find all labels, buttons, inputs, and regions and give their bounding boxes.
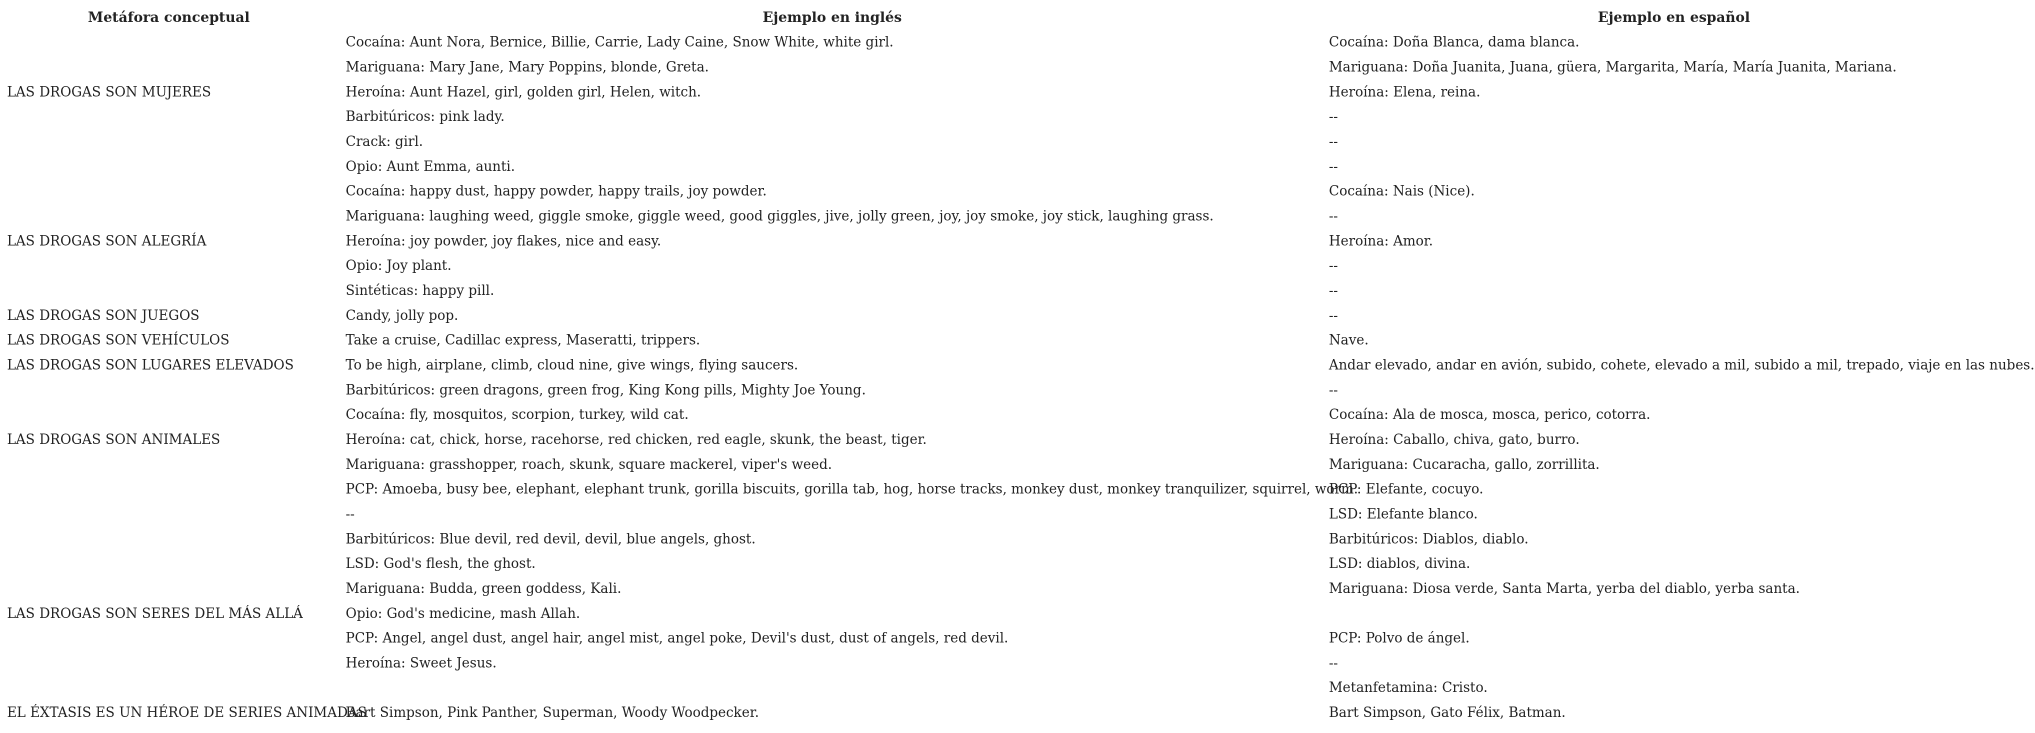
metaphor-cell (0, 278, 338, 303)
metaphor-cell (0, 576, 338, 601)
table-row (0, 551, 2021, 576)
english-example-cell: Heroína: Aunt Hazel, girl, golden girl, Helen, witch. (345, 83, 702, 100)
table-row (0, 353, 2021, 378)
spanish-example-cell: Bart Simpson, Gato Félix, Batman. (1328, 704, 1566, 721)
english-example-cell: To be high, airplane, climb, cloud nine, give wings, flying saucers. (345, 357, 799, 373)
metaphor-cell (0, 154, 338, 179)
table-row (0, 179, 2021, 204)
spanish-example-cell: Andar elevado, andar en avión, subido, cohete, elevado a mil, subido a mil, trepado, viaje en las nubes. (1328, 357, 2035, 373)
table-row (0, 30, 2021, 55)
spanish-example-cell: PCP: Polvo de ángel. (1328, 630, 1470, 647)
metaphor-cell (0, 402, 338, 427)
header-spanish-example: Ejemplo en español (1597, 9, 1751, 26)
spanish-example-cell: -- (1328, 381, 1338, 398)
english-example-cell: Barbitúricos: pink lady. (345, 108, 505, 125)
metaphor-cell (0, 526, 338, 551)
spanish-example-cell: Cocaína: Nais (Nice). (1328, 183, 1475, 200)
english-example-cell: PCP: Amoeba, busy bee, elephant, elephant trunk, gorilla biscuits, gorilla tab, hog, horse tracks, monkey dust, monkey tranquilizer, squirrel, worm. (345, 481, 1359, 498)
metaphor-cell: LAS DROGAS SON JUEGOS (6, 307, 200, 324)
metaphor-cell (0, 104, 338, 129)
english-example-cell: Crack: girl. (345, 133, 424, 150)
table-row (0, 427, 2021, 452)
spanish-example-cell: -- (1328, 307, 1338, 324)
header-english-example: Ejemplo en inglés (762, 9, 902, 26)
spanish-example-cell: Mariguana: Cucaracha, gallo, zorrillita. (1328, 456, 1600, 473)
english-example-cell: Barbitúricos: Blue devil, red devil, devil, blue angels, ghost. (345, 530, 756, 547)
spanish-example-cell: Mariguana: Doña Juanita, Juana, güera, Margarita, María, María Juanita, Mariana. (1328, 59, 1897, 75)
table-row (0, 79, 2021, 104)
metaphor-cell (0, 204, 338, 229)
metaphor-cell (0, 377, 338, 402)
english-example-cell: Heroína: Sweet Jesus. (345, 654, 497, 671)
table-row (0, 452, 2021, 477)
english-example-cell: Barbitúricos: green dragons, green frog, King Kong pills, Mighty Joe Young. (345, 381, 866, 398)
english-example-cell: Opio: God's medicine, mash Allah. (345, 605, 581, 622)
english-example-cell: Mariguana: Budda, green goddess, Kali. (345, 580, 622, 597)
metaphor-cell (0, 651, 338, 676)
metaphor-cell (0, 477, 338, 502)
metaphor-cell (0, 452, 338, 477)
table-row (0, 402, 2021, 427)
table-row (0, 700, 2021, 725)
english-example-cell: Mariguana: laughing weed, giggle smoke, giggle weed, good giggles, jive, jolly green, joy, joy smoke, joy stick, laughing grass. (345, 208, 1214, 224)
english-example-cell: Cocaína: fly, mosquitos, scorpion, turkey, wild cat. (345, 406, 689, 423)
spanish-example-cell: Heroína: Elena, reina. (1328, 83, 1481, 100)
table-row (0, 303, 2021, 328)
spanish-example-cell: -- (1328, 158, 1338, 175)
metaphor-cell: EL ÉXTASIS ES UN HÉROE DE SERIES ANIMADAS (6, 704, 367, 721)
spanish-example-cell: LSD: diablos, divina. (1328, 555, 1471, 572)
english-example-cell: Bart Simpson, Pink Panther, Superman, Woody Woodpecker. (345, 704, 759, 721)
metaphor-cell (0, 30, 338, 55)
table-row (0, 204, 2021, 229)
table-row (0, 55, 2021, 80)
table-row (0, 626, 2021, 651)
table-row (0, 154, 2021, 179)
table-row (0, 502, 2021, 527)
spanish-example-cell: Heroína: Caballo, chiva, gato, burro. (1328, 431, 1580, 448)
english-example-cell (338, 675, 1327, 700)
english-example-cell: Sintéticas: happy pill. (345, 282, 495, 299)
table-row (0, 526, 2021, 551)
metaphor-table (0, 5, 2035, 725)
table-row (0, 377, 2021, 402)
table-row (0, 228, 2021, 253)
metaphor-cell (0, 626, 338, 651)
table-row (0, 601, 2021, 626)
metaphor-cell: LAS DROGAS SON MUJERES (6, 83, 212, 100)
metaphor-cell: LAS DROGAS SON LUGARES ELEVADOS (6, 357, 294, 373)
metaphor-cell: LAS DROGAS SON ANIMALES (6, 431, 221, 448)
table-body (0, 30, 2035, 725)
table-row (0, 576, 2021, 601)
metaphor-cell (0, 675, 338, 700)
spanish-example-cell: -- (1328, 108, 1338, 125)
header-metaphor: Metáfora conceptual (87, 9, 250, 26)
spanish-example-cell: -- (1328, 257, 1338, 274)
metaphor-cell: LAS DROGAS SON ALEGRÍA (6, 232, 207, 249)
english-example-cell: Cocaína: happy dust, happy powder, happy trails, joy powder. (345, 183, 767, 200)
spanish-example-cell: Cocaína: Ala de mosca, mosca, perico, cotorra. (1328, 406, 1651, 423)
english-example-cell: Take a cruise, Cadillac express, Maseratti, trippers. (345, 332, 701, 349)
english-example-cell: Heroína: joy powder, joy flakes, nice and easy. (345, 232, 662, 249)
english-example-cell: Opio: Aunt Emma, aunti. (345, 158, 516, 175)
spanish-example-cell: Mariguana: Diosa verde, Santa Marta, yerba del diablo, yerba santa. (1328, 580, 1800, 597)
english-example-cell: -- (345, 506, 355, 522)
spanish-example-cell: -- (1328, 133, 1338, 150)
header-row (0, 5, 2021, 30)
metaphor-cell (0, 253, 338, 278)
metaphor-cell: LAS DROGAS SON SERES DEL MÁS ALLÁ (6, 605, 303, 622)
spanish-example-cell: Metanfetamina: Cristo. (1328, 679, 1488, 696)
spanish-example-cell: Barbitúricos: Diablos, diablo. (1328, 530, 1529, 547)
metaphor-cell (0, 55, 338, 80)
spanish-example-cell: Cocaína: Doña Blanca, dama blanca. (1328, 34, 1580, 51)
spanish-example-cell: -- (1328, 654, 1338, 671)
spanish-example-cell: Nave. (1328, 332, 1369, 349)
table-row (0, 129, 2021, 154)
metaphor-cell (0, 129, 338, 154)
metaphor-cell (0, 502, 338, 527)
table-header (0, 5, 2021, 30)
english-example-cell: PCP: Angel, angel dust, angel hair, angel mist, angel poke, Devil's dust, dust of angels, red devil. (345, 630, 1009, 647)
table-row (0, 253, 2021, 278)
table-row (0, 651, 2021, 676)
english-example-cell: Opio: Joy plant. (345, 257, 452, 274)
table-row (0, 675, 2021, 700)
spanish-example-cell: PCP: Elefante, cocuyo. (1328, 481, 1484, 498)
english-example-cell: Candy, jolly pop. (345, 307, 459, 324)
spanish-example-cell: LSD: Elefante blanco. (1328, 506, 1478, 522)
metaphor-cell: LAS DROGAS SON VEHÍCULOS (6, 332, 230, 349)
metaphor-cell (0, 179, 338, 204)
spanish-example-cell: -- (1328, 282, 1338, 299)
english-example-cell: Cocaína: Aunt Nora, Bernice, Billie, Carrie, Lady Caine, Snow White, white girl. (345, 34, 894, 51)
table-row (0, 278, 2021, 303)
english-example-cell: Heroína: cat, chick, horse, racehorse, red chicken, red eagle, skunk, the beast, tiger. (345, 431, 927, 448)
spanish-example-cell: -- (1328, 208, 1338, 224)
spanish-example-cell: Heroína: Amor. (1328, 232, 1434, 249)
table-row (0, 477, 2021, 502)
table-row (0, 104, 2021, 129)
metaphor-cell (0, 551, 338, 576)
table-row (0, 328, 2021, 353)
english-example-cell: Mariguana: Mary Jane, Mary Poppins, blonde, Greta. (345, 59, 709, 75)
english-example-cell: Mariguana: grasshopper, roach, skunk, square mackerel, viper's weed. (345, 456, 833, 473)
english-example-cell: LSD: God's flesh, the ghost. (345, 555, 536, 572)
spanish-example-cell (1327, 601, 2021, 626)
